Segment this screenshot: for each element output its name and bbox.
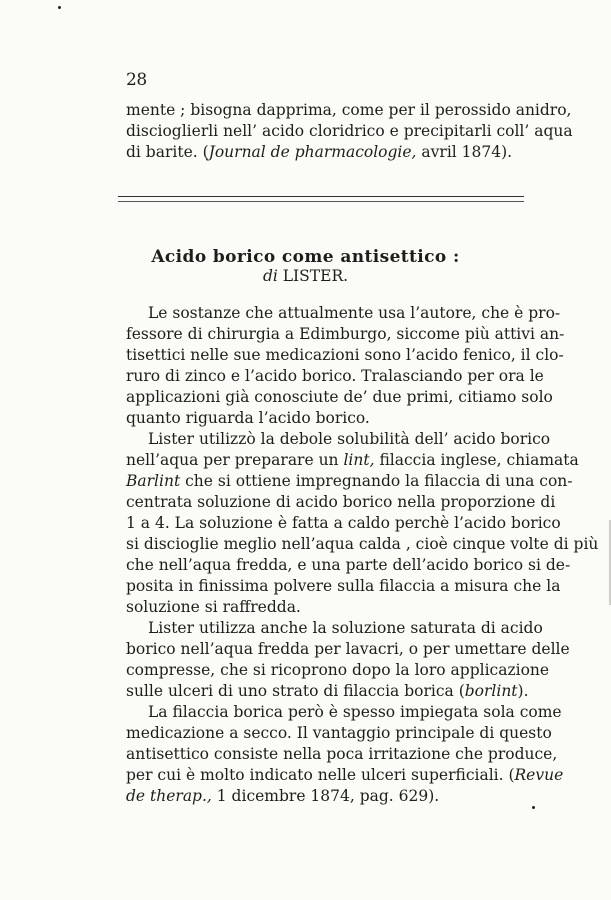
text-line: Lister utilizza anche la soluzione saturata di acido (148, 619, 543, 637)
text-line: quanto riguarda l’acido borico. (126, 409, 370, 427)
text-line: si discioglie meglio nell’aqua calda , cioè cinque volte di più (126, 535, 599, 553)
text-line: posita in finissima polvere sulla filaccia a misura che la (126, 577, 561, 595)
text-line: La filaccia borica però è spesso impiegata sola come (148, 703, 562, 721)
text-line: per cui è molto indicato nelle ulceri superficiali. (Revue (126, 766, 564, 784)
page-number: 28 (126, 70, 147, 90)
text-line: centrata soluzione di acido borico nella proporzione di (126, 493, 556, 511)
speck-mark (58, 6, 61, 9)
text-line: applicazioni già conosciute de’ due primi, citiamo solo (126, 388, 553, 406)
section-divider (118, 196, 524, 202)
text-line: soluzione si raffredda. (126, 598, 301, 616)
speck-mark (532, 806, 535, 809)
text-line: compresse, che si ricoprono dopo la loro applicazione (126, 661, 550, 679)
text-line: antisettico consiste nella poca irritazione che produce, (126, 745, 558, 763)
text-line: che nell’aqua fredda, e una parte dell’acido borico si de- (126, 556, 571, 574)
journal-citation: de therap., (126, 787, 212, 805)
article-author: di LISTER. (262, 267, 349, 285)
text-line: sulle ulceri di uno strato di filaccia borica (borlint). (126, 682, 529, 700)
text-line: ruro di zinco e l’acido borico. Tralasciando per ora le (126, 367, 544, 385)
text-line: Le sostanze che attualmente usa l’autore, che è pro- (148, 304, 561, 322)
text-line: di barite. (Journal de pharmacologie, avril 1874). (126, 143, 513, 161)
text-line: Barlint che si ottiene impregnando la filaccia di una con- (126, 472, 573, 490)
text-line: discioglierli nell’ acido cloridrico e precipitarli coll’ aqua (126, 122, 573, 140)
text-line: borico nell’aqua fredda per lavacri, o per umettare delle (126, 640, 570, 658)
text-line: tisettici nelle sue medicazioni sono l’acido fenico, il clo- (126, 346, 564, 364)
journal-citation: Journal de pharmacologie, (208, 143, 417, 161)
text-line: fessore di chirurgia a Edimburgo, siccome più attivi an- (126, 325, 565, 343)
text-line: 1 a 4. La soluzione è fatta a caldo perchè l’acido borico (126, 514, 561, 532)
text-line: Lister utilizzò la debole solubilità dell’ acido borico (148, 430, 551, 448)
text-line: nell’aqua per preparare un lint, filaccia inglese, chiamata (126, 451, 579, 469)
text-line: de therap., 1 dicembre 1874, pag. 629). (126, 787, 440, 805)
text-line: medicazione a secco. Il vantaggio principale di questo (126, 724, 552, 742)
article-title: Acido borico come antisettico : (151, 247, 460, 267)
text-line: mente ; bisogna dapprima, come per il perossido anidro, (126, 101, 572, 119)
